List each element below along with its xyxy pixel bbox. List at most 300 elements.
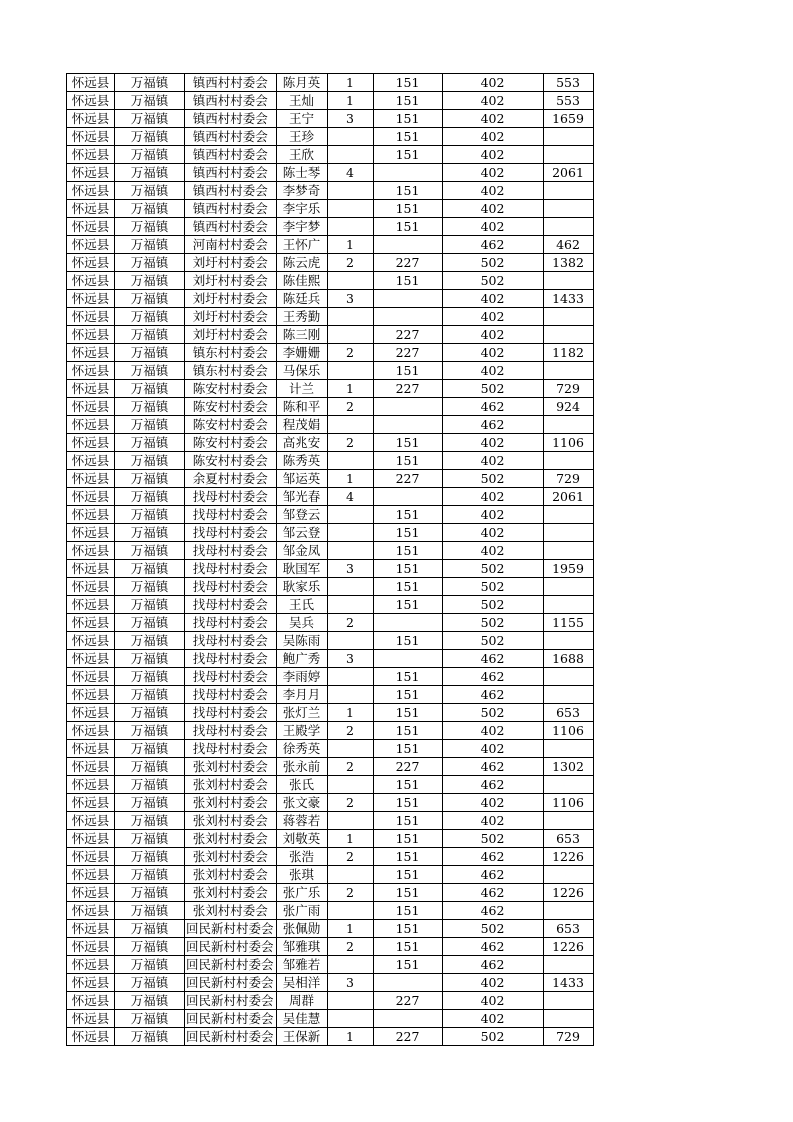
village-cell: 找母村村委会 — [185, 596, 277, 614]
total-cell — [543, 956, 593, 974]
amount-b-cell: 402 — [442, 146, 543, 164]
name-cell: 计兰 — [276, 380, 327, 398]
amount-a-cell: 151 — [373, 830, 442, 848]
county-cell: 怀远县 — [67, 524, 115, 542]
name-cell: 张浩 — [276, 848, 327, 866]
table-row — [67, 218, 594, 236]
village-cell: 河南村村委会 — [185, 236, 277, 254]
amount-a-cell: 151 — [373, 884, 442, 902]
table-row — [67, 758, 594, 776]
village-cell: 找母村村委会 — [185, 722, 277, 740]
village-cell: 刘圩村村委会 — [185, 290, 277, 308]
table-row — [67, 308, 594, 326]
name-cell: 王氏 — [276, 596, 327, 614]
amount-b-cell: 462 — [442, 416, 543, 434]
amount-b-cell: 402 — [442, 92, 543, 110]
amount-a-cell: 151 — [373, 506, 442, 524]
village-cell: 张刘村村委会 — [185, 866, 277, 884]
count-cell — [327, 416, 373, 434]
county-cell: 怀远县 — [67, 488, 115, 506]
table-row — [67, 92, 594, 110]
village-cell: 镇西村村委会 — [185, 146, 277, 164]
table-row — [67, 848, 594, 866]
name-cell: 邹云登 — [276, 524, 327, 542]
amount-a-cell — [373, 974, 442, 992]
county-cell: 怀远县 — [67, 128, 115, 146]
amount-a-cell: 151 — [373, 92, 442, 110]
town-cell: 万福镇 — [115, 758, 185, 776]
count-cell: 2 — [327, 794, 373, 812]
town-cell: 万福镇 — [115, 812, 185, 830]
county-cell: 怀远县 — [67, 182, 115, 200]
table-row — [67, 866, 594, 884]
county-cell: 怀远县 — [67, 92, 115, 110]
total-cell: 553 — [543, 74, 593, 92]
amount-b-cell: 462 — [442, 848, 543, 866]
total-cell: 653 — [543, 920, 593, 938]
town-cell: 万福镇 — [115, 560, 185, 578]
amount-b-cell: 502 — [442, 254, 543, 272]
amount-b-cell: 402 — [442, 182, 543, 200]
village-cell: 张刘村村委会 — [185, 884, 277, 902]
village-cell: 找母村村委会 — [185, 740, 277, 758]
count-cell: 3 — [327, 650, 373, 668]
table-row — [67, 776, 594, 794]
amount-a-cell: 151 — [373, 128, 442, 146]
amount-a-cell: 151 — [373, 848, 442, 866]
amount-a-cell: 151 — [373, 146, 442, 164]
name-cell: 吴兵 — [276, 614, 327, 632]
name-cell: 王灿 — [276, 92, 327, 110]
table-row — [67, 488, 594, 506]
village-cell: 找母村村委会 — [185, 614, 277, 632]
amount-a-cell: 151 — [373, 452, 442, 470]
amount-b-cell: 502 — [442, 1028, 543, 1046]
name-cell: 刘敬英 — [276, 830, 327, 848]
name-cell: 吴相洋 — [276, 974, 327, 992]
village-cell: 陈安村村委会 — [185, 434, 277, 452]
town-cell: 万福镇 — [115, 632, 185, 650]
village-cell: 镇东村村委会 — [185, 344, 277, 362]
county-cell: 怀远县 — [67, 344, 115, 362]
total-cell — [543, 668, 593, 686]
amount-b-cell: 462 — [442, 776, 543, 794]
total-cell: 729 — [543, 380, 593, 398]
village-cell: 找母村村委会 — [185, 488, 277, 506]
name-cell: 王珍 — [276, 128, 327, 146]
name-cell: 鲍广秀 — [276, 650, 327, 668]
total-cell: 1959 — [543, 560, 593, 578]
count-cell: 1 — [327, 236, 373, 254]
amount-a-cell: 151 — [373, 902, 442, 920]
name-cell: 陈廷兵 — [276, 290, 327, 308]
name-cell: 张永前 — [276, 758, 327, 776]
total-cell — [543, 182, 593, 200]
county-cell: 怀远县 — [67, 938, 115, 956]
town-cell: 万福镇 — [115, 938, 185, 956]
name-cell: 张灯兰 — [276, 704, 327, 722]
name-cell: 陈月英 — [276, 74, 327, 92]
table-row — [67, 362, 594, 380]
total-cell: 1688 — [543, 650, 593, 668]
town-cell: 万福镇 — [115, 506, 185, 524]
table-row — [67, 686, 594, 704]
town-cell: 万福镇 — [115, 272, 185, 290]
amount-a-cell: 151 — [373, 362, 442, 380]
amount-a-cell: 151 — [373, 740, 442, 758]
table-row — [67, 632, 594, 650]
total-cell: 1226 — [543, 938, 593, 956]
name-cell: 蒋蓉若 — [276, 812, 327, 830]
amount-a-cell: 151 — [373, 776, 442, 794]
county-cell: 怀远县 — [67, 74, 115, 92]
county-cell: 怀远县 — [67, 614, 115, 632]
county-cell: 怀远县 — [67, 542, 115, 560]
total-cell — [543, 686, 593, 704]
table-row — [67, 902, 594, 920]
town-cell: 万福镇 — [115, 200, 185, 218]
amount-a-cell — [373, 398, 442, 416]
name-cell: 张佩勋 — [276, 920, 327, 938]
name-cell: 邹雅若 — [276, 956, 327, 974]
count-cell: 2 — [327, 344, 373, 362]
village-cell: 回民新村村委会 — [185, 974, 277, 992]
town-cell: 万福镇 — [115, 290, 185, 308]
village-cell: 找母村村委会 — [185, 686, 277, 704]
amount-a-cell: 227 — [373, 326, 442, 344]
count-cell: 4 — [327, 488, 373, 506]
count-cell — [327, 1010, 373, 1028]
name-cell: 陈秀英 — [276, 452, 327, 470]
table-row — [67, 470, 594, 488]
amount-a-cell: 151 — [373, 686, 442, 704]
amount-b-cell: 402 — [442, 326, 543, 344]
count-cell: 2 — [327, 722, 373, 740]
county-cell: 怀远县 — [67, 668, 115, 686]
amount-a-cell: 151 — [373, 668, 442, 686]
count-cell: 1 — [327, 920, 373, 938]
county-cell: 怀远县 — [67, 200, 115, 218]
name-cell: 陈云虎 — [276, 254, 327, 272]
county-cell: 怀远县 — [67, 704, 115, 722]
total-cell — [543, 542, 593, 560]
village-cell: 镇西村村委会 — [185, 128, 277, 146]
amount-b-cell: 402 — [442, 1010, 543, 1028]
amount-b-cell: 402 — [442, 110, 543, 128]
count-cell: 3 — [327, 290, 373, 308]
town-cell: 万福镇 — [115, 704, 185, 722]
name-cell: 陈和平 — [276, 398, 327, 416]
name-cell: 王保新 — [276, 1028, 327, 1046]
town-cell: 万福镇 — [115, 362, 185, 380]
table-row — [67, 290, 594, 308]
table-row — [67, 452, 594, 470]
village-cell: 找母村村委会 — [185, 650, 277, 668]
town-cell: 万福镇 — [115, 668, 185, 686]
count-cell — [327, 362, 373, 380]
count-cell: 3 — [327, 974, 373, 992]
village-cell: 回民新村村委会 — [185, 1010, 277, 1028]
amount-b-cell: 462 — [442, 956, 543, 974]
total-cell — [543, 812, 593, 830]
table-row — [67, 380, 594, 398]
amount-b-cell: 402 — [442, 722, 543, 740]
amount-b-cell: 462 — [442, 398, 543, 416]
amount-a-cell: 227 — [373, 344, 442, 362]
amount-a-cell: 151 — [373, 578, 442, 596]
total-cell — [543, 578, 593, 596]
amount-b-cell: 502 — [442, 704, 543, 722]
count-cell: 2 — [327, 398, 373, 416]
amount-b-cell: 462 — [442, 902, 543, 920]
amount-a-cell — [373, 164, 442, 182]
village-cell: 镇东村村委会 — [185, 362, 277, 380]
count-cell: 2 — [327, 614, 373, 632]
count-cell — [327, 740, 373, 758]
amount-b-cell: 402 — [442, 524, 543, 542]
county-cell: 怀远县 — [67, 902, 115, 920]
name-cell: 王秀勤 — [276, 308, 327, 326]
village-cell: 张刘村村委会 — [185, 794, 277, 812]
total-cell — [543, 146, 593, 164]
amount-b-cell: 502 — [442, 380, 543, 398]
county-cell: 怀远县 — [67, 992, 115, 1010]
town-cell: 万福镇 — [115, 452, 185, 470]
amount-a-cell: 151 — [373, 632, 442, 650]
count-cell: 4 — [327, 164, 373, 182]
name-cell: 张广雨 — [276, 902, 327, 920]
name-cell: 张文豪 — [276, 794, 327, 812]
count-cell — [327, 632, 373, 650]
name-cell: 王殿学 — [276, 722, 327, 740]
count-cell — [327, 866, 373, 884]
total-cell: 1106 — [543, 794, 593, 812]
count-cell: 1 — [327, 74, 373, 92]
name-cell: 吴陈雨 — [276, 632, 327, 650]
county-cell: 怀远县 — [67, 596, 115, 614]
table-row — [67, 128, 594, 146]
table-row — [67, 812, 594, 830]
town-cell: 万福镇 — [115, 956, 185, 974]
village-cell: 镇西村村委会 — [185, 110, 277, 128]
town-cell: 万福镇 — [115, 128, 185, 146]
count-cell: 1 — [327, 92, 373, 110]
town-cell: 万福镇 — [115, 974, 185, 992]
village-cell: 回民新村村委会 — [185, 920, 277, 938]
village-cell: 找母村村委会 — [185, 632, 277, 650]
county-cell: 怀远县 — [67, 722, 115, 740]
amount-b-cell: 502 — [442, 632, 543, 650]
county-cell: 怀远县 — [67, 632, 115, 650]
amount-b-cell: 402 — [442, 308, 543, 326]
table-row — [67, 200, 594, 218]
table-row — [67, 884, 594, 902]
total-cell — [543, 326, 593, 344]
amount-a-cell: 151 — [373, 272, 442, 290]
amount-b-cell: 462 — [442, 686, 543, 704]
amount-b-cell: 402 — [442, 740, 543, 758]
amount-a-cell — [373, 1010, 442, 1028]
village-cell: 陈安村村委会 — [185, 380, 277, 398]
table-row — [67, 236, 594, 254]
amount-b-cell: 402 — [442, 974, 543, 992]
amount-a-cell: 151 — [373, 74, 442, 92]
count-cell: 1 — [327, 1028, 373, 1046]
total-cell: 729 — [543, 1028, 593, 1046]
name-cell: 邹雅琪 — [276, 938, 327, 956]
total-cell: 1182 — [543, 344, 593, 362]
name-cell: 李雨婷 — [276, 668, 327, 686]
total-cell — [543, 524, 593, 542]
county-cell: 怀远县 — [67, 236, 115, 254]
total-cell — [543, 740, 593, 758]
village-cell: 找母村村委会 — [185, 560, 277, 578]
name-cell: 李梦奇 — [276, 182, 327, 200]
amount-a-cell: 227 — [373, 758, 442, 776]
county-cell: 怀远县 — [67, 830, 115, 848]
county-cell: 怀远县 — [67, 650, 115, 668]
table-row — [67, 614, 594, 632]
amount-a-cell: 151 — [373, 560, 442, 578]
county-cell: 怀远县 — [67, 578, 115, 596]
amount-a-cell: 151 — [373, 722, 442, 740]
amount-a-cell: 151 — [373, 956, 442, 974]
town-cell: 万福镇 — [115, 146, 185, 164]
table-row — [67, 272, 594, 290]
name-cell: 张氏 — [276, 776, 327, 794]
amount-a-cell — [373, 650, 442, 668]
town-cell: 万福镇 — [115, 1010, 185, 1028]
count-cell — [327, 686, 373, 704]
town-cell: 万福镇 — [115, 848, 185, 866]
name-cell: 吴佳慧 — [276, 1010, 327, 1028]
total-cell: 1226 — [543, 848, 593, 866]
amount-a-cell: 227 — [373, 254, 442, 272]
town-cell: 万福镇 — [115, 308, 185, 326]
village-cell: 陈安村村委会 — [185, 452, 277, 470]
total-cell — [543, 452, 593, 470]
town-cell: 万福镇 — [115, 722, 185, 740]
county-cell: 怀远县 — [67, 398, 115, 416]
county-cell: 怀远县 — [67, 470, 115, 488]
name-cell: 邹运英 — [276, 470, 327, 488]
county-cell: 怀远县 — [67, 866, 115, 884]
amount-a-cell: 227 — [373, 470, 442, 488]
village-cell: 回民新村村委会 — [185, 1028, 277, 1046]
total-cell — [543, 308, 593, 326]
town-cell: 万福镇 — [115, 992, 185, 1010]
amount-b-cell: 502 — [442, 578, 543, 596]
amount-a-cell: 151 — [373, 866, 442, 884]
town-cell: 万福镇 — [115, 74, 185, 92]
amount-b-cell: 402 — [442, 794, 543, 812]
count-cell — [327, 596, 373, 614]
amount-a-cell — [373, 290, 442, 308]
village-cell: 陈安村村委会 — [185, 416, 277, 434]
town-cell: 万福镇 — [115, 524, 185, 542]
total-cell: 1155 — [543, 614, 593, 632]
amount-b-cell: 502 — [442, 596, 543, 614]
amount-a-cell: 151 — [373, 110, 442, 128]
table-row — [67, 920, 594, 938]
county-cell: 怀远县 — [67, 110, 115, 128]
table-row — [67, 560, 594, 578]
amount-a-cell: 151 — [373, 920, 442, 938]
name-cell: 程茂娟 — [276, 416, 327, 434]
county-cell: 怀远县 — [67, 326, 115, 344]
village-cell: 找母村村委会 — [185, 506, 277, 524]
table-row — [67, 992, 594, 1010]
table-row — [67, 254, 594, 272]
count-cell — [327, 326, 373, 344]
name-cell: 周群 — [276, 992, 327, 1010]
town-cell: 万福镇 — [115, 182, 185, 200]
town-cell: 万福镇 — [115, 902, 185, 920]
amount-b-cell: 462 — [442, 650, 543, 668]
village-cell: 镇西村村委会 — [185, 74, 277, 92]
count-cell — [327, 542, 373, 560]
count-cell — [327, 524, 373, 542]
table-row — [67, 110, 594, 128]
amount-a-cell — [373, 614, 442, 632]
total-cell — [543, 272, 593, 290]
table-row — [67, 1028, 594, 1046]
name-cell: 邹金凤 — [276, 542, 327, 560]
county-cell: 怀远县 — [67, 812, 115, 830]
name-cell: 耿家乐 — [276, 578, 327, 596]
amount-b-cell: 402 — [442, 74, 543, 92]
total-cell — [543, 866, 593, 884]
count-cell — [327, 452, 373, 470]
amount-b-cell: 402 — [442, 542, 543, 560]
amount-b-cell: 462 — [442, 668, 543, 686]
amount-a-cell — [373, 488, 442, 506]
count-cell — [327, 902, 373, 920]
table-row — [67, 74, 594, 92]
county-cell: 怀远县 — [67, 164, 115, 182]
total-cell: 2061 — [543, 164, 593, 182]
total-cell: 1433 — [543, 974, 593, 992]
total-cell: 462 — [543, 236, 593, 254]
town-cell: 万福镇 — [115, 344, 185, 362]
village-cell: 张刘村村委会 — [185, 812, 277, 830]
name-cell: 耿国军 — [276, 560, 327, 578]
count-cell: 2 — [327, 254, 373, 272]
town-cell: 万福镇 — [115, 488, 185, 506]
name-cell: 王欣 — [276, 146, 327, 164]
count-cell: 1 — [327, 704, 373, 722]
count-cell — [327, 218, 373, 236]
amount-a-cell: 151 — [373, 524, 442, 542]
amount-a-cell: 151 — [373, 182, 442, 200]
name-cell: 王怀广 — [276, 236, 327, 254]
total-cell: 1659 — [543, 110, 593, 128]
town-cell: 万福镇 — [115, 92, 185, 110]
table-body — [67, 74, 594, 1046]
amount-b-cell: 402 — [442, 452, 543, 470]
name-cell: 王宁 — [276, 110, 327, 128]
county-cell: 怀远县 — [67, 560, 115, 578]
total-cell — [543, 596, 593, 614]
village-cell: 镇西村村委会 — [185, 218, 277, 236]
county-cell: 怀远县 — [67, 452, 115, 470]
amount-b-cell: 402 — [442, 200, 543, 218]
town-cell: 万福镇 — [115, 218, 185, 236]
amount-a-cell — [373, 308, 442, 326]
amount-b-cell: 502 — [442, 830, 543, 848]
village-cell: 张刘村村委会 — [185, 758, 277, 776]
count-cell: 1 — [327, 830, 373, 848]
